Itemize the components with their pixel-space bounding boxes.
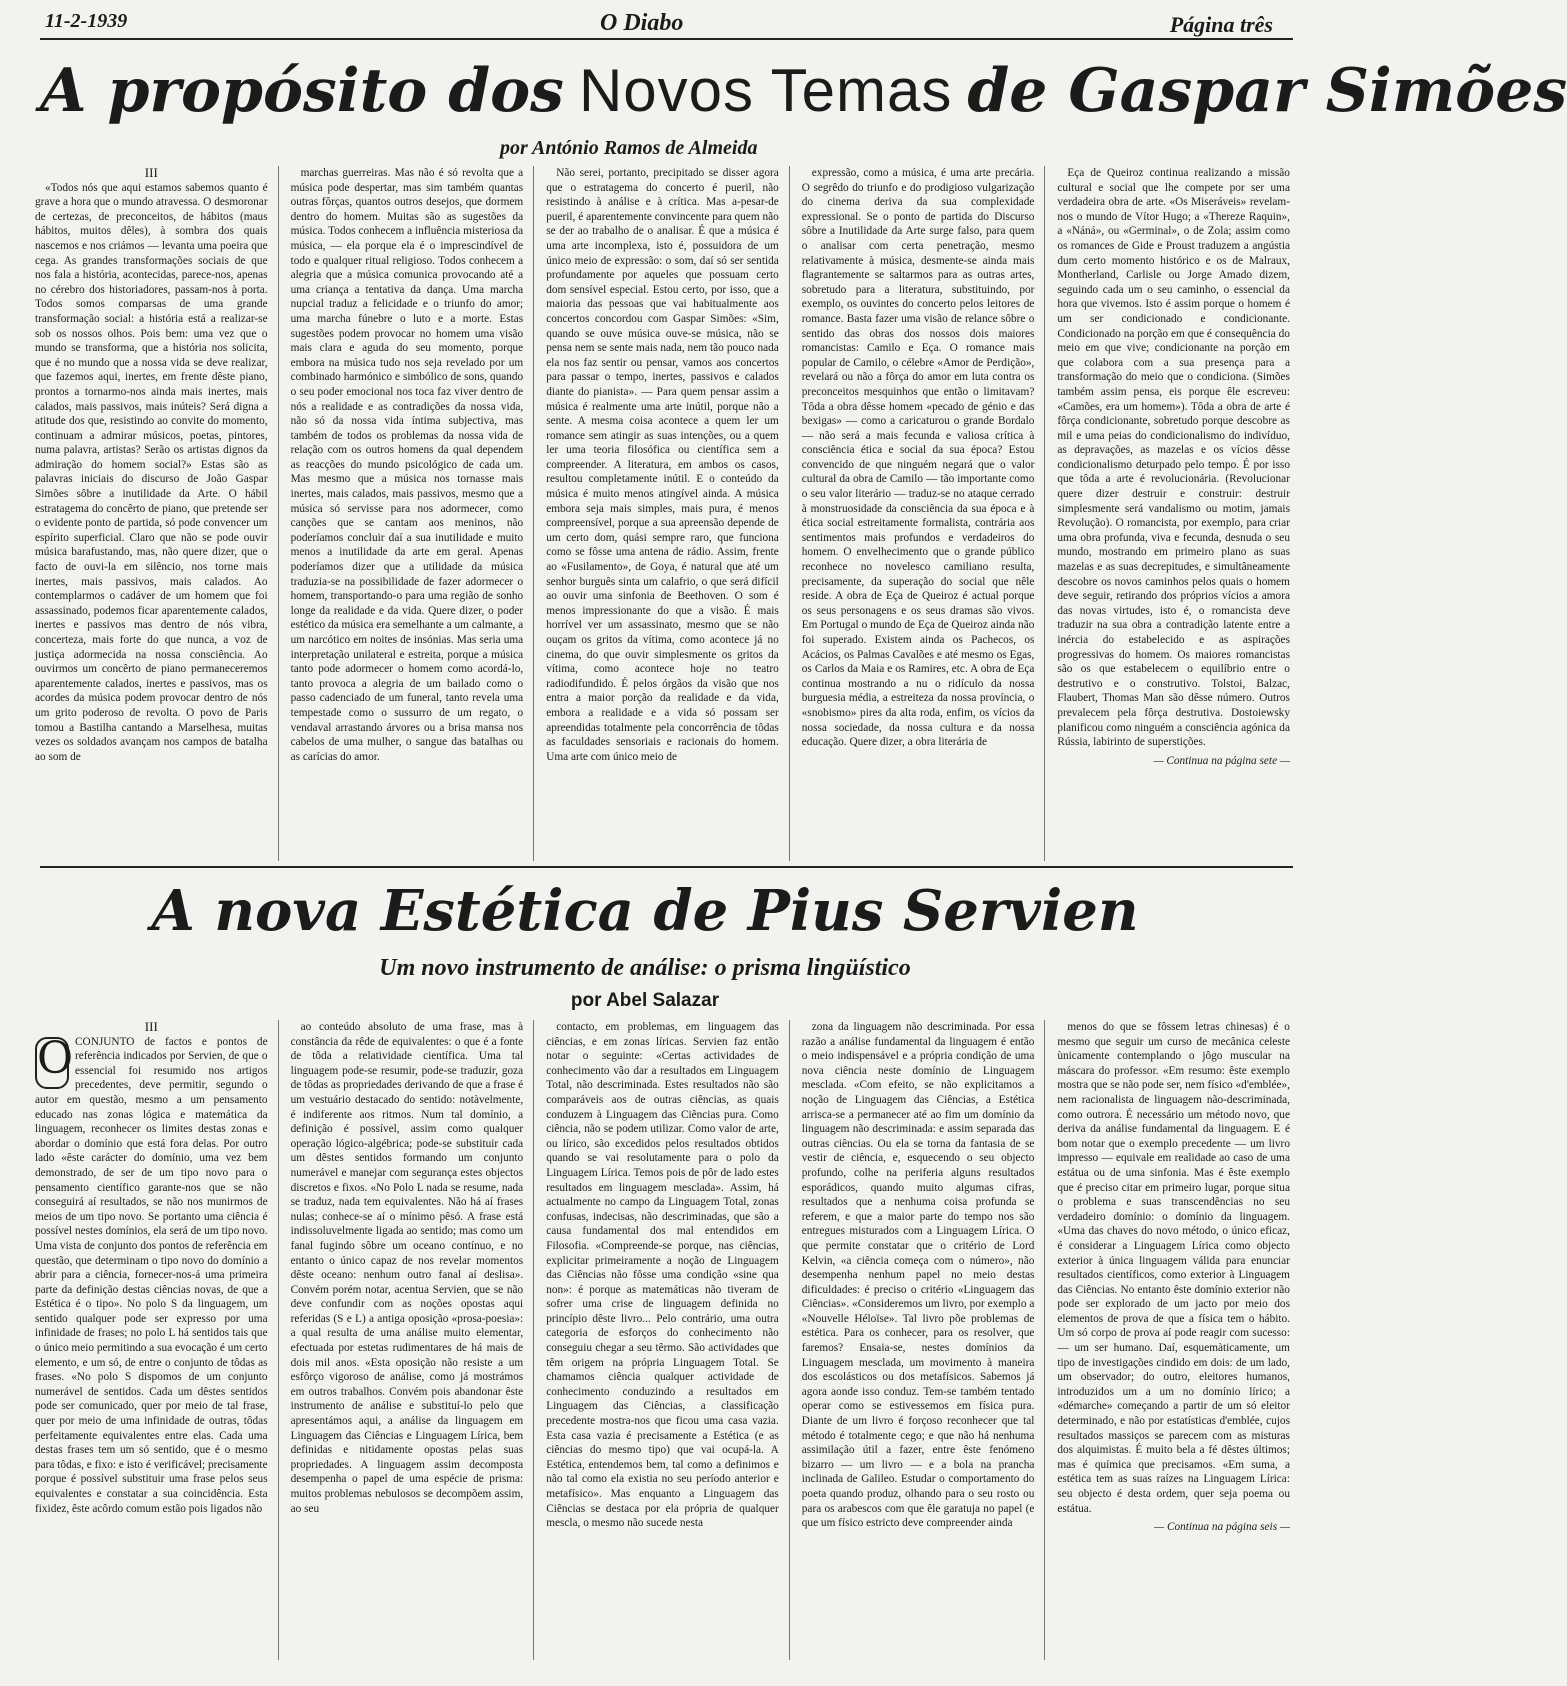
column-text: zona da linguagem não descriminada. Por essa razão a análise fundamental da linguagem é então o meio indispensável e a própria condição de uma nova ciência neste domínio de Linguagem mesclada. «Com efeito, se não explicitamos a noção de Linguagem das Ciências, a Estética arrisca-se a permanecer até ao fim um domínio da linguagem não descriminada: e assim separada das outras ciências. Ou ela se torna da fantasia de se vestir de ciência, e, esquecendo o seu objecto profundo, colhe na periferia alguns resultados esporádicos, quando muito algumas cifras, resultados que a nenhuma coisa profunda se referem, e que a maior parte do tempo nos são entregues misturados com a Linguagem Lírica. O que permite constatar que o critério de Lord Kelvin, «a ciência começa com o número», não desempenha nenhum papel no meio destas dificuldades: é preciso o critério «Linguagem das Ciências». «Consideremos um livro, por exemplo a «Nouvelle Héloïse». Tal livro põe problemas de estética. Para os conhecer, para os resolver, que faremos? Ensaia-se, nestes domínios da Linguagem mesclada, um movimento à maneira dos escolásticos ou dos metafísicos. Sabemos já agora aonde isso conduz. Tem-se também tentado operar como se estivessemos em física pura. Diante de um livro é forçoso reconhecer que tal método é totalmente cego; e que não há nenhuma assimilação útil a fazer, entre êste fenómeno bizarro — um livro — e a bola na prancha inclinada de Galileo. Estudar o comportamento do poeta quando produz, olhando para o seu rosto ou para os arabescos com que êle garatuja no papel (e que um físico estricto deve compreender ainda bbox=[801, 1021, 1035, 1530]
headline-part-b: Novos Temas bbox=[578, 57, 953, 124]
article2-column-3 bbox=[546, 1020, 790, 1660]
article2-column-2 bbox=[291, 1020, 535, 1660]
issue-date: 11-2-1939 bbox=[45, 10, 128, 32]
article2-subtitle: Um novo instrumento de análise: o prisma lingüístico bbox=[379, 955, 911, 981]
column-text: expressão, como a música, é uma arte precária. O segrêdo do triunfo e do prodigioso vulgarização do cinema deriva da sua complexidade expressional. Se o ponto de partida do Discurso sôbre a Inutilidade da Arte surge falso, para quem o analisar com certa penetração, mesmo relativamente à música, desmente-se ainda mais flagrantemente se saltarmos para as outras artes, sobretudo para a literatura, substituindo, por exemplo, os ouvintes do concerto pelos leitores de romance. Basta fazer uma visão de relance sôbre o sentido das obras dos nossos dois maiores romancistas: Camilo e Eça. O romance mais popular de Camilo, o célebre «Amor de Perdição», revelará ou não a fôrça do amor em luta contra os preconceitos mesquinhos que então o limitavam? Tôda a obra dêsse homem «pecado de génio e das bexigas» — como a caricaturou o grande Bordalo — não será a mais fecunda e valiosa crítica à consciência ética e social da sua época? Estou convencido de que ninguém negará que o valor cultural da obra de Camilo — tão importante como o seu valor literário — traduz-se no ataque cerrado à monstruosidade da consciência da sua época e à ética social estreitamente formalista, contrária aos sentimentos mais profundos e verdadeiros do homem. O envelhecimento que o grande público reconhece no novelesco camiliano resulta, precisamente, da superação do social que nêle reside. A obra de Eça de Queiroz é actual porque os seus personagens e os seus dramas são vivos. Em Portugal o mundo de Eça de Queiroz ainda não foi superado. Existem ainda os Pachecos, os Acácios, os Palmas Cavalões e até mesmo os Egas, os Carlos da Maia e os Ramires, etc. A obra de Eça continua mostrando a nu o ridículo da nossa burguesia média, a estreiteza da nossa província, o «snobismo» pires da alta roda, enfim, os vícios da nossa sociedade, da nossa cultura e da nossa educação. Quere dizer, a obra literária de bbox=[801, 167, 1035, 749]
article2-column-4 bbox=[802, 1020, 1046, 1660]
article2-byline: por Abel Salazar bbox=[570, 990, 720, 1011]
article2-column-5 bbox=[1057, 1020, 1290, 1660]
column-text: contacto, em problemas, em linguagem das ciências, e em zonas líricas. Servien faz então notar o seguinte: «Certas actividades de conhecimento vão dar a resultados em Linguagem Total, não descriminada. Estes resultados não são comparáveis aos de outras ciências, as quais conduzem à Linguagem das Ciências pura. Como ciência, não se podem utilizar. Como valor de arte, ou lírico, são excedidos pelos resultados obtidos quando se vai resolutamente para o polo da Linguagem Lírica. Temos pois de pôr de lado estes resultados em linguagem mesclada». Assim, há actualmente no campo da Linguagem Total, zonas confusas, indecisas, não descriminadas, que são a causa fundamental dos mal entendidos em Filosofia. «Compreende-se porque, nas ciências, explicitar primeiramente a noção de Linguagem das Ciências não fôsse uma condição «sine qua non»: é porque as matemáticas não tiveram de sofrer uma crise de linguagem definida no princípio dêste livro... Pelo contrário, uma outra categoria de esforços do conhecimento não conseguiu chegar a seu têrmo. São actividades que têm origem na própria Linguagem Total. Se chamamos ciência qualquer actividade de conhecimento conduzindo a resultados em Linguagem das Ciências, a classificação precedente mostra-nos que ficou uma casa vazia. Esta casa vazia é precisamente a Estética (e as ciências do mesmo tipo) que vai ocupá-la. A Estética, entendemos bem, tal como a definimos e não tal como ela existia no seu período anterior e metafísico». Mas enquanto a Linguagem das Ciências se destaca por ela própria de qualquer mescla, o mesmo não sucede nesta bbox=[546, 1021, 779, 1530]
column-text: Eça de Queiroz continua realizando a missão cultural e social que lhe compete por ser uma verdadeira obra de arte. «Os Miseráveis» revelam-nos o mundo de Vítor Hugo; a «Thereze Raquin», a «Náná», ou «Germinal», o de Zola; assim como os romances de Gide e Proust traduzem a angústia dum certo momento histórico e os de Malraux, Montherland, Carlisle ou Jorge Amado dizem, seguindo cada um o seu caminho, o essencial da hora que vivemos. Isto é assim porque o homem é um ser condicionado e condicionante. Condicionado na porção em que é consequência do meio em que vive; condicionante na porção em que colabora com a sua presença para a transformação do meio que o condiciona. (Simões também assim pensa, eis porque êle escreveu: «Camões, era um homem»). Tôda a obra de arte é fôrça condicionante, sobretudo porque descobre as mil e uma peias do condicionalismo do indivíduo, as depravações, as mazelas e os vícios dêsse condicionalismo deturpado pelo tempo. É por isso que tôda a arte é revolucionária. (Revolucionar quere dizer destruir e construir: destruir simplesmente será vandalismo ou motim, jamais Revolução). O romancista, por exemplo, para criar uma obra profunda, viva e fecunda, desnuda o seu mundo, mostrando em primeiro plano as suas mazelas e as suas decrepitudes, e simultâneamente descobre os novos caminhos pelos quais o homem deve seguir, retirando dos próprios vícios a amora das novas virtudes, isto é, o romancista deve traduzir na sua obra a contradição latente entre a inércia do estabelecido e as aspirações progressivas do homem. Os maiores romancistas são os que estabelecem o equilíbrio entre o destrutivo e o construtivo. Tolstoi, Balzac, Flaubert, Thomas Man são dêsse número. Outros prevalecem pela fôrça destrutiva. Dostoiewsky planificou como ninguém a consciência agónica da Rússia, labirinto de superstições. bbox=[1057, 167, 1290, 749]
page-label: Página três bbox=[1169, 12, 1273, 37]
headline-part-a: A propósito dos bbox=[40, 56, 564, 126]
column-text: Não serei, portanto, precipitado se disser agora que o estratagema do concerto é pueril, não resistindo à análise e à crítica. Mas a-pesar-de pueril, é aparentemente convincente para quem não se der ao trabalho de o analisar. É que a música é uma arte incomplexa, isto é, possuidora de um único meio de expressão: o som, daí só ser sentida profundamente por aqueles que possuam certo dom sensível especial. Estou certo, por isso, que a maioria das pessoas que vai habitualmente aos concertos concordou com Gaspar Simões: «Sim, quando se ouve música ouve-se música, não se pensa nem se sente mais nada, nem tão pouco nada ela nos faz sentir ou pensar, vamos aos concertos para passar o tempo, inertes, passivos e calados diante do pianista». — Para quem pensar assim a música é realmente uma arte inútil, porque não a sente. A mesma coisa acontece a quem ler um romance sem atingir as suas intenções, ou a quem ler uma teoria filosófica ou científica sem a compreender. A literatura, em ambos os casos, resultou completamente inútil. E o conteúdo da música é muito menos atingível ainda. A música embora seja mais simples, mais pura, é menos compreensível, porque a sua apreensão depende de um certo dom, quási sempre raro, que funciona como se fôsse uma antena de rádio. Assim, frente ao «Fusilamento», de Goya, é natural que até um senhor burguês sinta um calafrio, o que será difícil ao ouvir uma sinfonia de Beethoven. O som é menos impressionante do que a visão. É mais horrível ver um assassinato, mesmo que se não ouçam os gritos da vítima, como acontece já no cinema, do que ouvir simplesmente os gritos da vítima, como acontece hoje no teatro radiodifundido. É pelos órgãos da visão que nos entra a maior porção da realidade e da vida, embora a realidade e a vida só possam ser apreendidas totalmente pela concorrência de tôdas as faculdades sensoriais e racionais do homem. Uma arte com único meio de bbox=[546, 167, 779, 763]
continuation-note: — Continua na página seis — bbox=[1154, 1521, 1290, 1534]
article1-body bbox=[35, 166, 1290, 861]
article1-column-5 bbox=[1057, 166, 1290, 861]
continuation-note: — Continua na página sete — bbox=[1153, 754, 1290, 767]
article1-byline: por António Ramos de Almeida bbox=[500, 137, 758, 159]
column-text: menos do que se fôssem letras chinesas) é o mesmo que seguir um curso de mecânica celeste ùnicamente contemplando o jôgo muscular na máscara do professor. «Em resumo: êste exemplo mostra que se não pode ser, nem físico «d'emblée», nem racionalista de linguagem não-descriminada, como outrora. É necessário um método novo, que deriva da análise fundamental da linguagem. E é bom notar que o exemplo precedente — um livro impresso — equivale em realidade ao caso de uma estátua ou de uma sinfonia. Mas é êste exemplo que é preciso citar em primeiro lugar, porque situa o problema e suas transcendências no seu verdadeiro domínio: o domínio da linguagem. «Uma das chaves do novo método, o único eficaz, é considerar a Linguagem Lírica como objecto exterior à única linguagem válida para enunciar resultados científicos, como exterior à Linguagem das Ciências. No entanto êste domínio exterior não pode ser explorado de um jacto por meio dos elementos de prova de que a física tem o hábito. Um só corpo de prova aí pode reagir com sucesso: — um ser humano. Daí, esquemàticamente, um tipo de investigações cindido em dois: de um lado, um observador; do outro, eleitores humanos, introduzidos um a um no domínio lírico; a «démarche» começando a partir de um só eleitor determinado, e não por estatísticas d'emblée, cujos resultados massiços se parecem com as misturas dos alquimistas. É muito bela a fé dêstes últimos; mas é química que precisamos. «Em suma, a estética tem as suas raízes na Linguagem Lírica: seu objecto é desta ordem, quer seja poema ou estátua. bbox=[1057, 1021, 1290, 1515]
article1-column-3 bbox=[546, 166, 790, 861]
column-text: ao conteúdo absoluto de uma frase, mas à constância da rêde de equivalentes: o que é a fonte de tôda a relatividade científica. Uma tal linguagem pode-se resumir, pode-se traduzir, goza de tôdas as propriedades derivando de que a frase é um vestuário destacado do sentido: notàvelmente, é indiferente aos ritmos. Num tal domínio, a definição é possível, assim como qualquer operação lógico-algébrica; pode-se substituir cada um dêstes sentidos formando um conjunto numerável e manejar com segurança estes objectos discretos e fixos. «No Polo L nada se resume, nada se traduz, nada tem equivalentes. Não há aí frases nulas; conhece-se aí o mínimo pêsó. A frase está indissoluvelmente ligada ao sentido; mas como um fanal fugindo sôbre um oceano contínuo, e no entanto o único capaz de nos revelar momentos dêste oceano: nenhum outro fanal aí deslisa». Convém porém notar, acentua Servien, que se não deve confundir com as noções opostas aqui referidas (S e L) a antiga oposição «prosa-poesia»: a qual resulta de uma análise muito elementar, efectuada por estetas rudimentares de há mais de dois mil anos. «Esta oposição não resiste a um esfôrço vigoroso de análise, como já mostrámos em outros trabalhos. Convém pois abandonar êste instrumento de análise e substituí-lo pelo que apresentámos aqui, a análise da linguagem em Linguagem das Ciências e Linguagem Lírica, bem definidas e nitidamente opostas pelas suas propriedades. A linguagem assim decomposta desempenha o papel de uma espécie de prisma: muitos problemas nebulosos se decompõem assim, ao seu bbox=[290, 1021, 524, 1515]
article2-headline: A nova Estética de Pius Servien bbox=[151, 878, 1139, 944]
article2-body bbox=[35, 1020, 1290, 1660]
newspaper-name: O Diabo bbox=[600, 10, 684, 36]
section-number: III bbox=[144, 165, 158, 180]
article1-column-1 bbox=[35, 166, 279, 861]
drop-cap: O bbox=[35, 1037, 69, 1089]
column-text: «Todos nós que aqui estamos sabemos quanto é grave a hora que o mundo atravessa. O desmoronar de certezas, de preconceitos, de hábitos (maus hábitos, muitos dêles), à sombra dos quais nascemos e nos criámos — levanta uma poeira que cega. As grandes transformações sociais de que nos fala a história, acontecidas, parece-nos, apenas no cérebro dos historiadores, passam-nos à porta. Todos somos comparsas de uma grande transformação social: a história está a realizar-se sob os nossos olhos. Pois bem: uma vez que o mundo se transforma, que a história nos solicita, que é no mundo que a nossa vida se deve realizar, que fazemos aqui, inertes, em frente dêste piano, prontos a tornarmo-nos ainda mais inertes, mais calados, mais passivos, mais inúteis? Será digna a atitude dos que, resistindo ao convite do momento, continuam a admirar músicos, poetas, pintores, numa palavra, artistas? Serão os artistas dignos da admiração do homem social?» Estas são as palavras iniciais do discurso de João Gaspar Simões sôbre a inutilidade da Arte. O hábil estratagema do concêrto de piano, que pretende ser o evidente ponto de partida, só pode convencer um espírito superficial. Claro que não se pode ouvir música barafustando, mas, não quere dizer, que o facto de ouvi-la em silêncio, nos torne mais inertes, mais passivos, mais calados. Ao contemplarmos o cadáver de um homem que foi assassinado, podemos ficar aparentemente calados, inertes e passivos mas dentro de nós vibra, concerteza, mais forte do que nunca, a voz de justiça adormecida na nossa consciência. Ao ouvirmos um concêrto de piano permaneceremos aparentemente calados, inertes e passivos, mas os acordes da música podem provocar dentro de nós um grito poderoso de revolta. O povo de Paris tomou a Bastilha cantando a Marselhesa, muitas vezes os soldados avançam nos campos de batalha ao som de bbox=[35, 181, 268, 763]
column-text: marchas guerreiras. Mas não é só revolta que a música pode despertar, mas sim também quantas outras fôrças, quantos outros desejos, que dormem dentro do homem. Muitas são as sugestões da música. Todos conhecem a influência misteriosa da música, — ela porque ela é o imprescindível de todo e qualquer ritual religioso. Todos conhecem a alegria que a música comunica provocando até a uma criança a tentativa da dança. Uma marcha nupcial traduz a felicidade e o triunfo do amor; uma marcha fúnebre o luto e a morte. Estas sugestões podem provocar no homem uma visão mais clara e aguda do seu momento, porque embora na música tudo nos seja revelado por um combinado harmónico e simbólico de sons, quando o seu poder emocional nos toca faz viver dentro de nós a realidade e as contradições da nossa vida, não só da nossa vida íntima subjectiva, mas também de todos os problemas da nossa vida de relação com os outros homens da qual dependem as reacções do mundo psicológico de cada um. Mas mesmo que a música nos tornasse mais inertes, mais calados, mais passivos, mesmo que a música só servisse para nos adormecer, como canções que se cantam aos meninos, não poderíamos concluir daí a sua inutilidade e muito menos a inutilidade da arte em geral. Apenas poderíamos dizer que a utilidade da música traduzia-se na possibilidade de fazer adormecer o homem, transportando-o para uma região de sonho longe da realidade e da vida. Quere dizer, o poder estético da música era semelhante a um calmante, a um narcótico em noites de insónias. Mas seria uma interpretação unilateral e estreita, porque a música tanto pode adormecer o homem como acordá-lo, tanto provoca a alegria de um bailado como o passo cadenciado de um funeral, tanto revela uma tempestade como o sussurro de um regato, o vendaval arrastando árvores ou a brisa mansa nos cabelos de uma mulher, o sangue das batalhas ou as carícias do amor. bbox=[290, 167, 524, 763]
article1-column-2 bbox=[291, 166, 535, 861]
article1-column-4 bbox=[802, 166, 1046, 861]
section-number: III bbox=[144, 1019, 158, 1034]
section-rule bbox=[40, 866, 1293, 868]
article1-headline bbox=[40, 55, 1567, 127]
headline-part-c: de Gaspar Simões bbox=[967, 56, 1567, 126]
article2-column-1 bbox=[35, 1020, 279, 1660]
header-rule bbox=[40, 38, 1293, 40]
column-text: CONJUNTO de factos e pontos de referência indicados por Servien, de que o essencial foi resumido nos artigos precedentes, deve permitir, segundo o autor em questão, mesmo a um pensamento educado nas zonas lógica e matemática da linguagem, reconhecer os limites destas zonas e abordar o domínio que está fora delas. Por outro lado «êste carácter do domínio, uma vez bem demonstrado, de ser de um tipo novo para o pensamento científico garante-nos que se não conseguirá aí resultados, se não nos munirmos de meios de um tipo novo. Se portanto uma ciência é possível nestes domínios, ela será de um tipo novo. Uma vista de conjunto dos pontos de referência em questão, que determinam o tipo novo do domínio a abrir para a ciência, fornecer-nos-á uma primeira parte da definição destas ciências novas, de que a Estética é o tipo». No polo S da linguagem, um sentido qualquer pode ser expresso por uma infinidade de frases; no polo L há sentidos tais que o único meio permitindo a sua evocação é um certo elemento, e um só, de entre o conjunto de tôdas as frases. «No polo S dispomos de um conjunto numerável de sentidos. Cada um dêstes sentidos pode ser comunicado, quer por meio de tal frase, quer por meio de uma infinidade de outras, tôdas perfeitamente equivalentes entre elas. Cada uma destas frases tem um só sentido, que é o mesmo para tôdas, e fixo: e isto é verificável; precisamente porque é possível substituir uma frase pelos seus equivalentes e constatar a sua coincidência. Esta fixidez, êste acôrdo comum estão pois ligados não bbox=[35, 1035, 268, 1515]
